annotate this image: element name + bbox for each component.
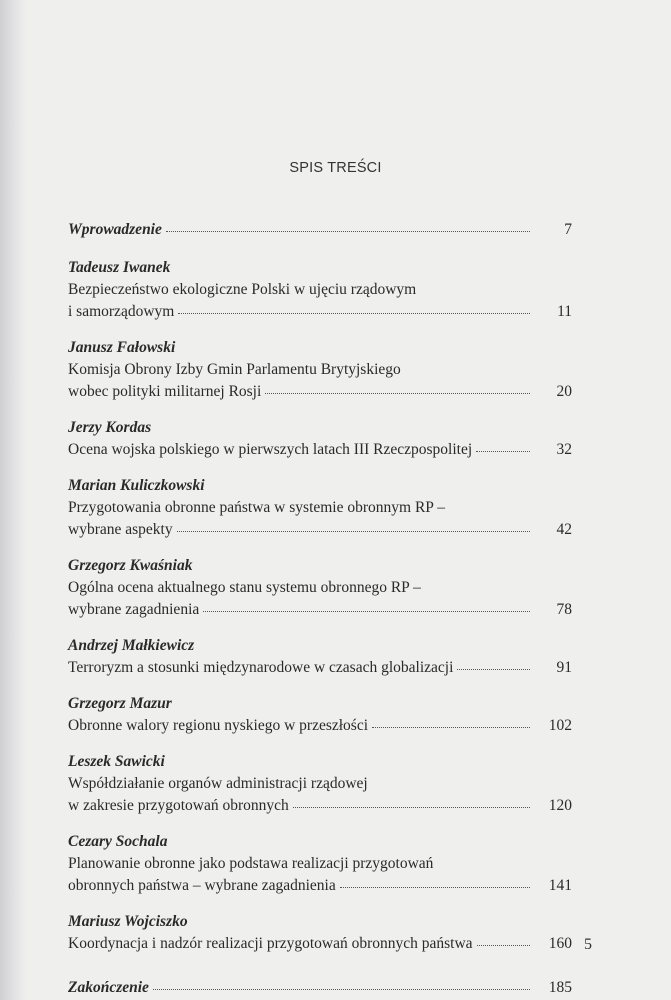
- dot-leader: [457, 657, 530, 670]
- toc-line: [68, 220, 572, 240]
- entry-title-text: wybrane zagadnienia: [68, 601, 200, 618]
- page-ref: 102: [548, 717, 572, 734]
- entry-title-text: obronnych państwa – wybrane zagadnienia: [68, 877, 336, 894]
- entry-title-line: [68, 716, 572, 736]
- entry-title-text: Obronne walory regionu nyskiego w przeszłości: [68, 717, 369, 734]
- page-ref: 20: [556, 383, 572, 400]
- entry-author: Janusz Fałowski: [68, 339, 176, 356]
- entry-author: Marian Kuliczkowski: [68, 477, 205, 494]
- entry-title-text: Planowanie obronne jako podstawa realizacji przygotowań: [68, 855, 434, 872]
- dot-leader: [203, 599, 530, 612]
- entry-author: Leszek Sawicki: [68, 753, 165, 770]
- entry-author: Grzegorz Kwaśniak: [68, 557, 193, 574]
- entry-author: Tadeusz Iwanek: [68, 259, 171, 276]
- entry-author: Andrzej Małkiewicz: [68, 637, 195, 654]
- entry-title-text: Koordynacja i nadzór realizacji przygotowań obronnych państwa: [68, 935, 473, 952]
- dot-leader: [477, 933, 530, 946]
- dot-leader: [178, 301, 530, 314]
- entry-author: Jerzy Kordas: [68, 419, 152, 436]
- introduction-label: Wprowadzenie: [68, 221, 162, 238]
- entry-author: Grzegorz Mazur: [68, 695, 172, 712]
- entry-title-line: [68, 280, 572, 300]
- entry-title-text: Przygotowania obronne państwa w systemie obronnym RP –: [68, 499, 445, 516]
- dot-leader: [340, 875, 530, 888]
- page-ref: 185: [548, 979, 572, 996]
- entry-title-line: [68, 658, 572, 678]
- entry-title-line: [68, 934, 572, 954]
- entry-title-text: Ogólna ocena aktualnego stanu systemu obronnego RP –: [68, 579, 421, 596]
- conclusion-label: Zakończenie: [68, 979, 149, 996]
- dot-leader: [265, 381, 530, 394]
- page-ref: 78: [556, 601, 572, 618]
- entry-title-line: [68, 302, 572, 322]
- entry-title-line: [68, 876, 572, 896]
- page-ref: 91: [556, 659, 572, 676]
- dot-leader: [293, 795, 530, 808]
- page-number: 5: [584, 936, 592, 953]
- dot-leader: [153, 977, 530, 990]
- entry-author: Cezary Sochala: [68, 833, 168, 850]
- entry-title-line: [68, 498, 572, 518]
- entry-title-text: wybrane aspekty: [68, 521, 173, 538]
- entry-title-line: [68, 440, 572, 460]
- entry-title-text: wobec polityki militarnej Rosji: [68, 383, 262, 400]
- page-ref: 160: [548, 935, 572, 952]
- entry-title-line: [68, 600, 572, 620]
- entry-title-text: Terroryzm a stosunki międzynarodowe w czasach globalizacji: [68, 659, 454, 676]
- entry-title-text: w zakresie przygotowań obronnych: [68, 797, 289, 814]
- page-ref: 7: [564, 221, 572, 238]
- page-ref: 11: [557, 303, 572, 320]
- entry-title-line: [68, 520, 572, 540]
- dot-leader: [177, 519, 530, 532]
- entry-title-text: i samorządowym: [68, 303, 175, 320]
- page-ref: 42: [556, 521, 572, 538]
- dot-leader: [476, 439, 530, 452]
- entry-title-line: [68, 578, 572, 598]
- page-ref: 32: [556, 441, 572, 458]
- entry-title-text: Współdziałanie organów administracji rządowej: [68, 775, 368, 792]
- entry-title-line: [68, 774, 572, 794]
- dot-leader: [372, 715, 530, 728]
- page-binding-shadow: [0, 0, 26, 1000]
- page-title: SPIS TREŚCI: [289, 160, 382, 176]
- entry-title-line: [68, 360, 572, 380]
- dot-leader: [166, 219, 530, 232]
- toc-line: [68, 978, 572, 998]
- entry-title-line: [68, 382, 572, 402]
- entry-title-text: Bezpieczeństwo ekologiczne Polski w ujęciu rządowym: [68, 281, 417, 298]
- entry-title-text: Komisja Obrony Izby Gmin Parlamentu Brytyjskiego: [68, 361, 401, 378]
- page-ref: 120: [548, 797, 572, 814]
- page-ref: 141: [548, 877, 572, 894]
- entry-title-line: [68, 854, 572, 874]
- entry-author: Mariusz Wojciszko: [68, 913, 188, 930]
- entry-title-line: [68, 796, 572, 816]
- entry-title-text: Ocena wojska polskiego w pierwszych latach III Rzeczpospolitej: [68, 441, 473, 458]
